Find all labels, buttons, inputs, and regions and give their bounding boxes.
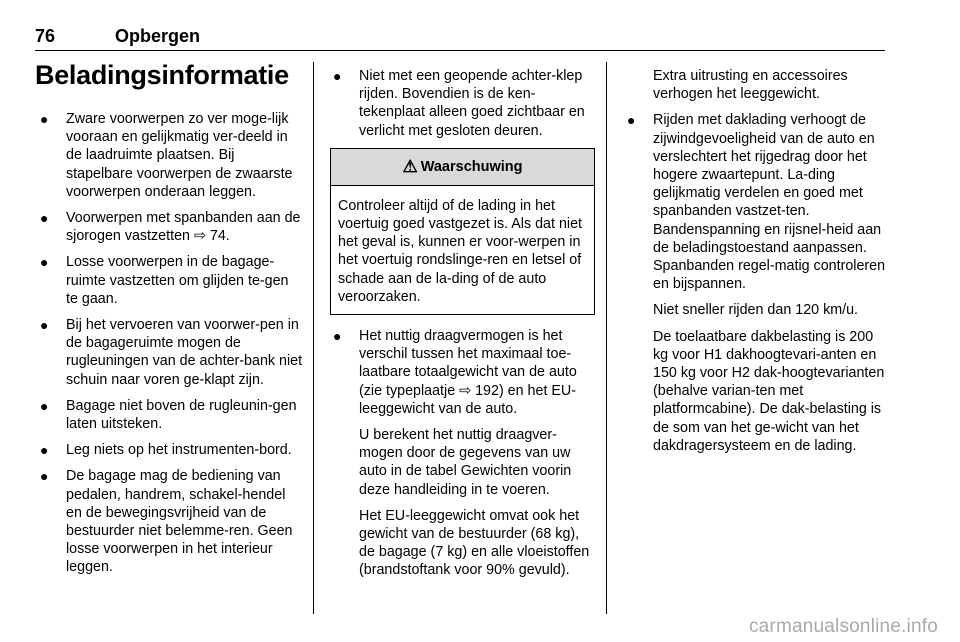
column-1: [37, 110, 303, 585]
bullet-icon: ●: [40, 111, 49, 127]
bullet-icon: ●: [40, 254, 49, 271]
paragraph: Het EU-leeggewicht omvat ook het gewicht van de bestuurder (68 kg), de bagage (7 kg) en alle vloeistoffen (brandstoftank voor 90% gevuld).: [359, 507, 590, 579]
warning-header: [331, 149, 594, 186]
paragraph: Extra uitrusting en accessoires verhogen het leeggewicht.: [653, 68, 848, 103]
bullet-icon: ●: [40, 442, 49, 459]
list-item: ● Leg niets op het instrumenten-bord.: [40, 442, 292, 459]
warning-triangle-icon: ⚠: [402, 156, 418, 176]
bullet-icon: ●: [40, 317, 49, 334]
column-3: [624, 67, 888, 463]
warning-text: Controleer altijd of de lading in het voertuig goed vastgezet is. Als dat niet het geval is, kunnen er voor-werpen in het voertuig rondslinge-ren en letsel of schade aan de la-ding of de auto veroorzaken.: [338, 197, 582, 305]
bullet-icon: ●: [333, 68, 342, 84]
bullet-icon: ●: [333, 328, 342, 345]
bullet-icon: ●: [40, 468, 49, 485]
list-item: ● Voorwerpen met spanbanden aan de sjorogen vastzetten ⇨ 74.: [40, 210, 301, 245]
list-item: ● Het nuttig draagvermogen is het verschil tussen het maximaal toe-laatbare totaalgewicht van de auto (zie typeplaatje ⇨ 192) en het EU-leeggewicht van de auto.: [333, 328, 577, 417]
list-item: ● Bij het vervoeren van voorwer-pen in de bagageruimte mogen de rugleuningen van de achter-bank niet schuin naar voren ge-klapt zijn.: [40, 317, 303, 388]
bullet-icon: ●: [627, 112, 636, 129]
list-item: ● Bagage niet boven de rugleunin-gen laten uitsteken.: [40, 397, 297, 433]
list-item: ● Niet met een geopende achter-klep rijden. Bovendien is de ken-tekenplaat alleen goed zichtbaar en verlicht met gesloten deuren.: [333, 68, 585, 139]
paragraph: De toelaatbare dakbelasting is 200 kg voor H1 dakhoogtevari-anten en 150 kg voor H2 dak-hoogtevarianten (behalve varian-ten met platformcabine). De dak-belasting is de som van het ge-wicht van het dakdragersysteem en de lading.: [653, 328, 885, 454]
section-title: Beladingsinformatie: [35, 60, 289, 90]
warning-title: Waarschuwing: [420, 158, 523, 175]
page-number: 76: [35, 26, 56, 46]
list-item: ● De bagage mag de bediening van pedalen, handrem, schakel-hendel en de bewegingsvrijheid van de bestuurder niet belemme-ren. Geen losse voorwerpen in het interieur leggen.: [40, 468, 293, 576]
running-title: Opbergen: [115, 26, 201, 46]
paragraph: U berekent het nuttig draagver-mogen door de gegevens van uw auto in de tabel Gewichten voorin deze handleiding in te voeren.: [359, 427, 572, 498]
page-header: [35, 22, 885, 51]
list-item: ● Zware voorwerpen zo ver moge-lijk vooraan en gelijkmatig ver-deeld in de laadruimte plaatsen. Bij stapelbare voorwerpen de zwaarste voorwerpen onderaan leggen.: [40, 111, 293, 200]
warning-box: [330, 148, 595, 315]
list-item: ● Rijden met daklading verhoogt de zijwindgevoeligheid van de auto en verslechtert het rijgedrag door het hogere zwaartepunt. La-ding gelijkmatig verdelen en goed met spanbanden vastzet-ten. Bandenspanning en rijsnel-heid aan de beladingstoestand aanpassen. Spanbanden regel-matig controleren en bijspannen.: [627, 112, 886, 293]
column-divider-1: [313, 62, 314, 614]
column-2: [330, 67, 595, 588]
bullet-icon: ●: [40, 210, 49, 227]
bullet-icon: ●: [40, 397, 49, 414]
paragraph: Niet sneller rijden dan 120 km/u.: [653, 302, 859, 319]
watermark: carmanualsonline.info: [748, 616, 938, 637]
loading-tips-list: [37, 110, 303, 577]
column-divider-2: [606, 62, 607, 614]
list-item: ● Losse voorwerpen in de bagage-ruimte vastzetten om glijden te-gen te gaan.: [40, 254, 289, 307]
